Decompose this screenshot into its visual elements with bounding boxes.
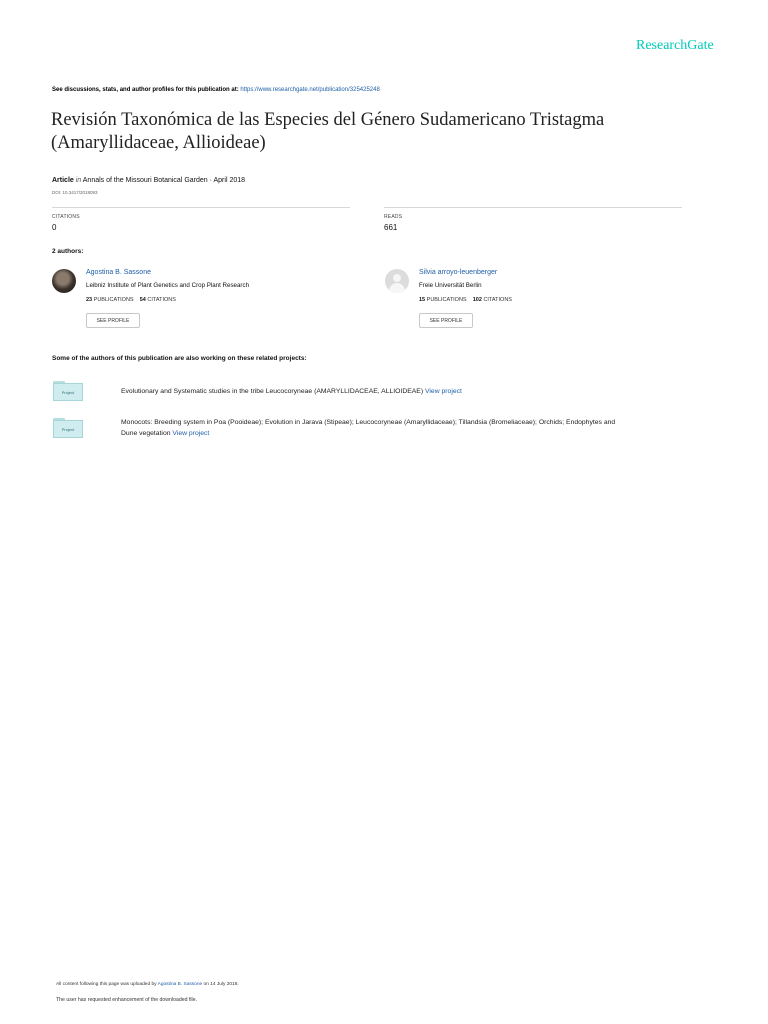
upload-note-prefix: All content following this page was uploaded by — [56, 982, 157, 987]
reads-value: 661 — [384, 223, 398, 232]
publication-title: Revisión Taxonómica de las Especies del Género Sudamericano Tristagma (Amaryllidaceae, Allioideae) — [51, 110, 605, 153]
author-stats — [86, 297, 176, 303]
uploader-link[interactable]: Agostina B. Sassone — [157, 982, 203, 987]
author-citations-count: 54 — [139, 297, 146, 303]
citations-value: 0 — [52, 223, 57, 232]
see-discussions-text: See discussions, stats, and author profiles for this publication at: — [52, 87, 239, 93]
see-profile-button[interactable]: SEE PROFILE — [86, 313, 140, 328]
author-publications-label: PUBLICATIONS — [93, 297, 134, 303]
project-icon-label: Project — [61, 390, 75, 395]
reads-label: READS — [384, 214, 403, 220]
citations-divider — [52, 207, 350, 208]
author-publications-count: 23 — [86, 297, 93, 303]
author-stats — [419, 297, 512, 303]
doi: DOI: 10.3417/2018093 — [52, 190, 98, 195]
project-description-line1: Monocots: Breeding system in Poa (Pooideae); Evolution in Jarava (Stipeae); Leucocoryneae (Amaryllidaceae); Tillandsia (Bromeliaceae); Orchids; Endophytes and — [121, 419, 616, 426]
authors-label: 2 authors: — [52, 248, 84, 255]
view-project-link[interactable]: View project — [425, 388, 462, 395]
person-head-shape — [393, 274, 401, 282]
author-institution: Freie Universität Berlin — [419, 282, 482, 289]
related-projects-label: Some of the authors of this publication are also working on these related projects: — [52, 355, 307, 362]
author-avatar-photo[interactable] — [52, 269, 76, 293]
related-project-item — [121, 386, 462, 397]
publication-url-link[interactable]: https://www.researchgate.net/publication/325425248 — [240, 87, 380, 93]
project-description-line2: Dune vegetation — [121, 430, 171, 437]
upload-note-suffix: on 14 July 2018. — [203, 982, 239, 987]
author-institution: Leibniz Institute of Plant Genetics and Crop Plant Research — [86, 282, 250, 289]
article-meta — [52, 177, 245, 184]
author-citations-label: CITATIONS — [483, 297, 512, 303]
view-project-link[interactable]: View project — [172, 430, 210, 437]
in-label: in — [75, 177, 82, 184]
citations-label: CITATIONS — [52, 214, 80, 220]
project-icon-label: Project — [61, 427, 75, 432]
article-type: Article — [52, 177, 74, 184]
see-profile-button[interactable]: SEE PROFILE — [419, 313, 473, 328]
enhancement-note: The user has requested enhancement of the downloaded file. — [56, 997, 198, 1003]
person-body-shape — [389, 283, 405, 293]
author-citations-label: CITATIONS — [147, 297, 176, 303]
reads-divider — [384, 207, 682, 208]
author-publications-count: 15 — [419, 297, 426, 303]
upload-note — [56, 982, 239, 987]
related-project-item — [121, 417, 721, 439]
see-discussions-line — [52, 87, 380, 93]
default-person-icon[interactable] — [385, 269, 409, 293]
project-description: Evolutionary and Systematic studies in the tribe Leucocoryneae (AMARYLLIDACEAE, ALLIOIDEAE) — [121, 388, 424, 395]
project-description-line2-row — [121, 428, 721, 439]
project-folder-icon[interactable] — [53, 418, 83, 438]
author-publications-label: PUBLICATIONS — [426, 297, 467, 303]
researchgate-logo[interactable]: ResearchGate — [636, 38, 714, 53]
author-name[interactable]: Agostina B. Sassone — [86, 269, 151, 276]
author-name[interactable]: Silvia arroyo-leuenberger — [419, 269, 498, 276]
author-citations-count: 102 — [472, 297, 482, 303]
journal-name[interactable]: Annals of the Missouri Botanical Garden · April 2018 — [82, 177, 246, 184]
project-folder-icon[interactable] — [53, 381, 83, 401]
